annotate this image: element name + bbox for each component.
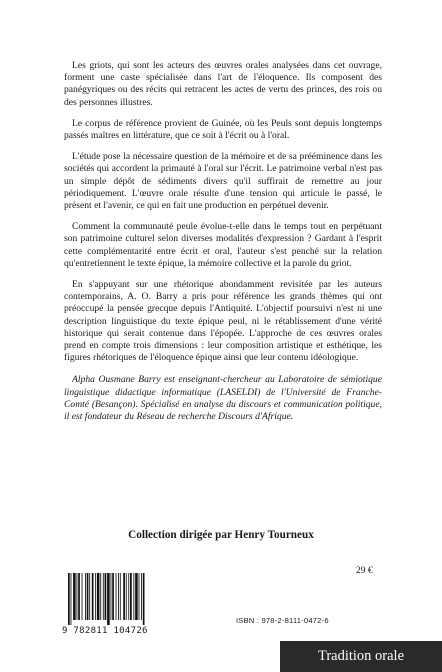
paragraph-corpus: Le corpus de référence provient de Guinée, où les Peuls sont depuis longtemps passés maîtres en littérature, que ce soit à l'écrit ou à l'oral. (64, 117, 382, 142)
blurb-text (64, 60, 382, 432)
collection-credit: Collection dirigée par Henry Tourneux (128, 529, 314, 541)
barcode-number: 9 782811 104726 (62, 626, 148, 636)
barcode-icon (66, 573, 170, 625)
paragraph-community: Comment la communauté peule évolue-t-elle dans le temps tout en perpétuant son patrimoine culturel selon diverses modalités d'expression ? Gardant à l'esprit cette complémentarité entre écrit et oral, l'auteur s'est penché sur la relation qu'entretiennent le texte épique, la mémoire collective et la parole du griot. (64, 221, 382, 269)
paragraph-griots: Les griots, qui sont les acteurs des œuvres orales analysées dans cet ouvrage, forment une caste spécialisée dans l'art de l'éloquence. Ils composent des panégyriques ou des récits qui retracent les actes de vertu des princes, des rois ou des personnes illustres. (64, 60, 382, 108)
isbn-label: ISBN : 978-2-8111-0472-6 (236, 616, 329, 625)
paragraph-memory: L'étude pose la nécessaire question de la mémoire et de sa prééminence dans les sociétés qui accordent la primauté à l'oral sur l'écrit. Le patrimoine verbal n'est pas un simple dépôt de sédiments divers qu'il suffirait de remettre au jour périodiquement. L'œuvre orale résulte d'une tension qui articule le passé, le présent et l'avenir, ce qui en fait une production en perpétuel devenir. (64, 151, 382, 212)
price-label: 29 € (356, 566, 373, 576)
paragraph-rhetoric: En s'appuyant sur une rhétorique abondamment revisitée par les auteurs contemporains, A. O. Barry a pris pour référence les grands thèmes qui ont préoccupé la pensée grecque depuis l'Antiquité. L'objectif poursuivi n'est ni une description linguistique du texte épique peul, ni le rétablissement d'une vérité historique qui serait contenue dans l'épopée. L'approche de ces œuvres orales prend en compte trois dimensions : leur composition artistique et esthétique, les figures rhétoriques de l'éloquence épique ainsi que leur contenu idéologique. (64, 279, 382, 364)
author-bio: Alpha Ousmane Barry est enseignant-chercheur au Laboratoire de sémiotique linguistique didactique informatique (LASELDI) de l'Université de Franche-Comté (Besançon). Spécialisé en analyse du discours et communication politique, il est fondateur du Réseau de recherche Discours d'Afrique. (64, 374, 382, 423)
series-title: Tradition orale (280, 641, 442, 672)
